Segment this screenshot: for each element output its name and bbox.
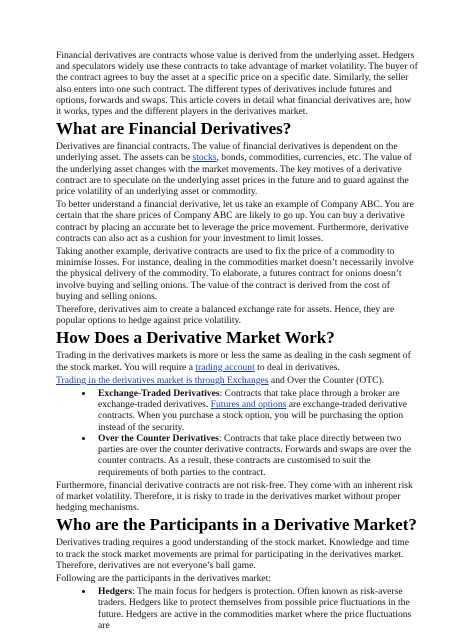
stocks-link[interactable]: stocks bbox=[192, 152, 217, 164]
derivative-types-list bbox=[56, 388, 418, 478]
example-commodity-paragraph: Taking another example, derivative contracts are used to fix the price of a commodity to minimise losses. For instance, dealing in the commodities market doesn’t necessarily involve the physical delivery of the commodity. To elaborate, a futures contract for onions doesn’t involve buying and selling onions. The value of the contract is derived from the cost of buying and selling onions. bbox=[56, 246, 414, 302]
participants-list bbox=[56, 586, 418, 631]
participants-intro-paragraph: Derivatives trading requires a good understanding of the stock market. Knowledge and time to track the stock market movements are primal for participating in the derivatives market. Therefore, derivatives are not everyone’s ball game. bbox=[56, 537, 410, 571]
definition-paragraph: Derivatives are financial contracts. The value of financial derivatives is dependent on the underlying asset. The assets can be stocks, bonds, commodities, currencies, etc. The value of the underlying asset changes with the market movements. The key motives of a derivative contract are to speculate on the underlying asset prices in the future and to guard against the price volatility of an underlying asset or commodity. bbox=[56, 141, 412, 198]
futures-and-options-link[interactable]: Futures and options bbox=[210, 399, 287, 411]
list-item-over-the-counter: • Over the Counter Derivatives: Contracts that take place directly between two parties are over the counter derivative contracts. Forwards and swaps are over the counter contracts. As a result, these contracts are customised to suit the requirements of both parties to the contract. bbox=[94, 433, 418, 478]
heading-how-does-derivative-market-work: How Does a Derivative Market Work? bbox=[56, 328, 335, 348]
trading-paragraph: Trading in the derivatives markets is more or less the same as dealing in the cash segment of the stock market. You will require a trading account to deal in derivatives. bbox=[56, 350, 411, 373]
example-abc-paragraph: To better understand a financial derivative, let us take an example of Company ABC. You are certain that the share prices of Company ABC are likely to go up. You can buy a derivative contract by placing an accurate bet to leverage the price movement. Furthermore, derivative contracts can also act as a cushion for your investment to limit losses. bbox=[56, 199, 414, 244]
heading-what-are-financial-derivatives: What are Financial Derivatives? bbox=[56, 119, 292, 139]
list-item-exchange-traded: • Exchange-Traded Derivatives: Contracts that take place through a broker are exchange-traded derivatives. Futures and options are exchange-traded derivative contracts. When you purchase a stock option, you will be purchasing the option instead of the security. bbox=[94, 388, 418, 433]
exchanges-paragraph: Trading in the derivatives market is through Exchanges and Over the Counter (OTC). bbox=[56, 374, 385, 386]
intro-paragraph: Financial derivatives are contracts whose value is derived from the underlying asset. Hedgers and speculators widely use these contracts to take advantage of market volatility. The buyer of the contract agrees to buy the asset at a specific price on a specific date. Similarly, the seller also enters into one such contract. The different types of derivatives include futures and options, forwards and swaps. This article covers in detail what financial derivatives are, how it works, types and the different players in the derivatives market. bbox=[56, 50, 418, 118]
list-item-hedgers: • Hedgers: The main focus for hedgers is protection. Often known as risk-averse traders. Hedgers like to protect themselves from possible price fluctuations in the future. Hedgers are active in the commodities market where the price fluctuations are bbox=[94, 586, 418, 631]
summary-paragraph: Therefore, derivatives aim to create a balanced exchange rate for assets. Hence, they are popular options to hedge against price volatility. bbox=[56, 304, 395, 327]
exchanges-link[interactable]: Trading in the derivatives market is through Exchanges bbox=[56, 374, 269, 386]
trading-account-link[interactable]: trading account bbox=[195, 361, 255, 373]
participants-lead-paragraph: Following are the participants in the derivatives market: bbox=[56, 572, 271, 584]
heading-who-are-the-participants: Who are the Participants in a Derivative Market? bbox=[56, 515, 417, 535]
risk-paragraph: Furthermore, financial derivative contracts are not risk-free. They come with an inherent risk of market volatility. Therefore, it is risky to trade in the derivatives market without proper hedging mechanisms. bbox=[56, 479, 413, 514]
